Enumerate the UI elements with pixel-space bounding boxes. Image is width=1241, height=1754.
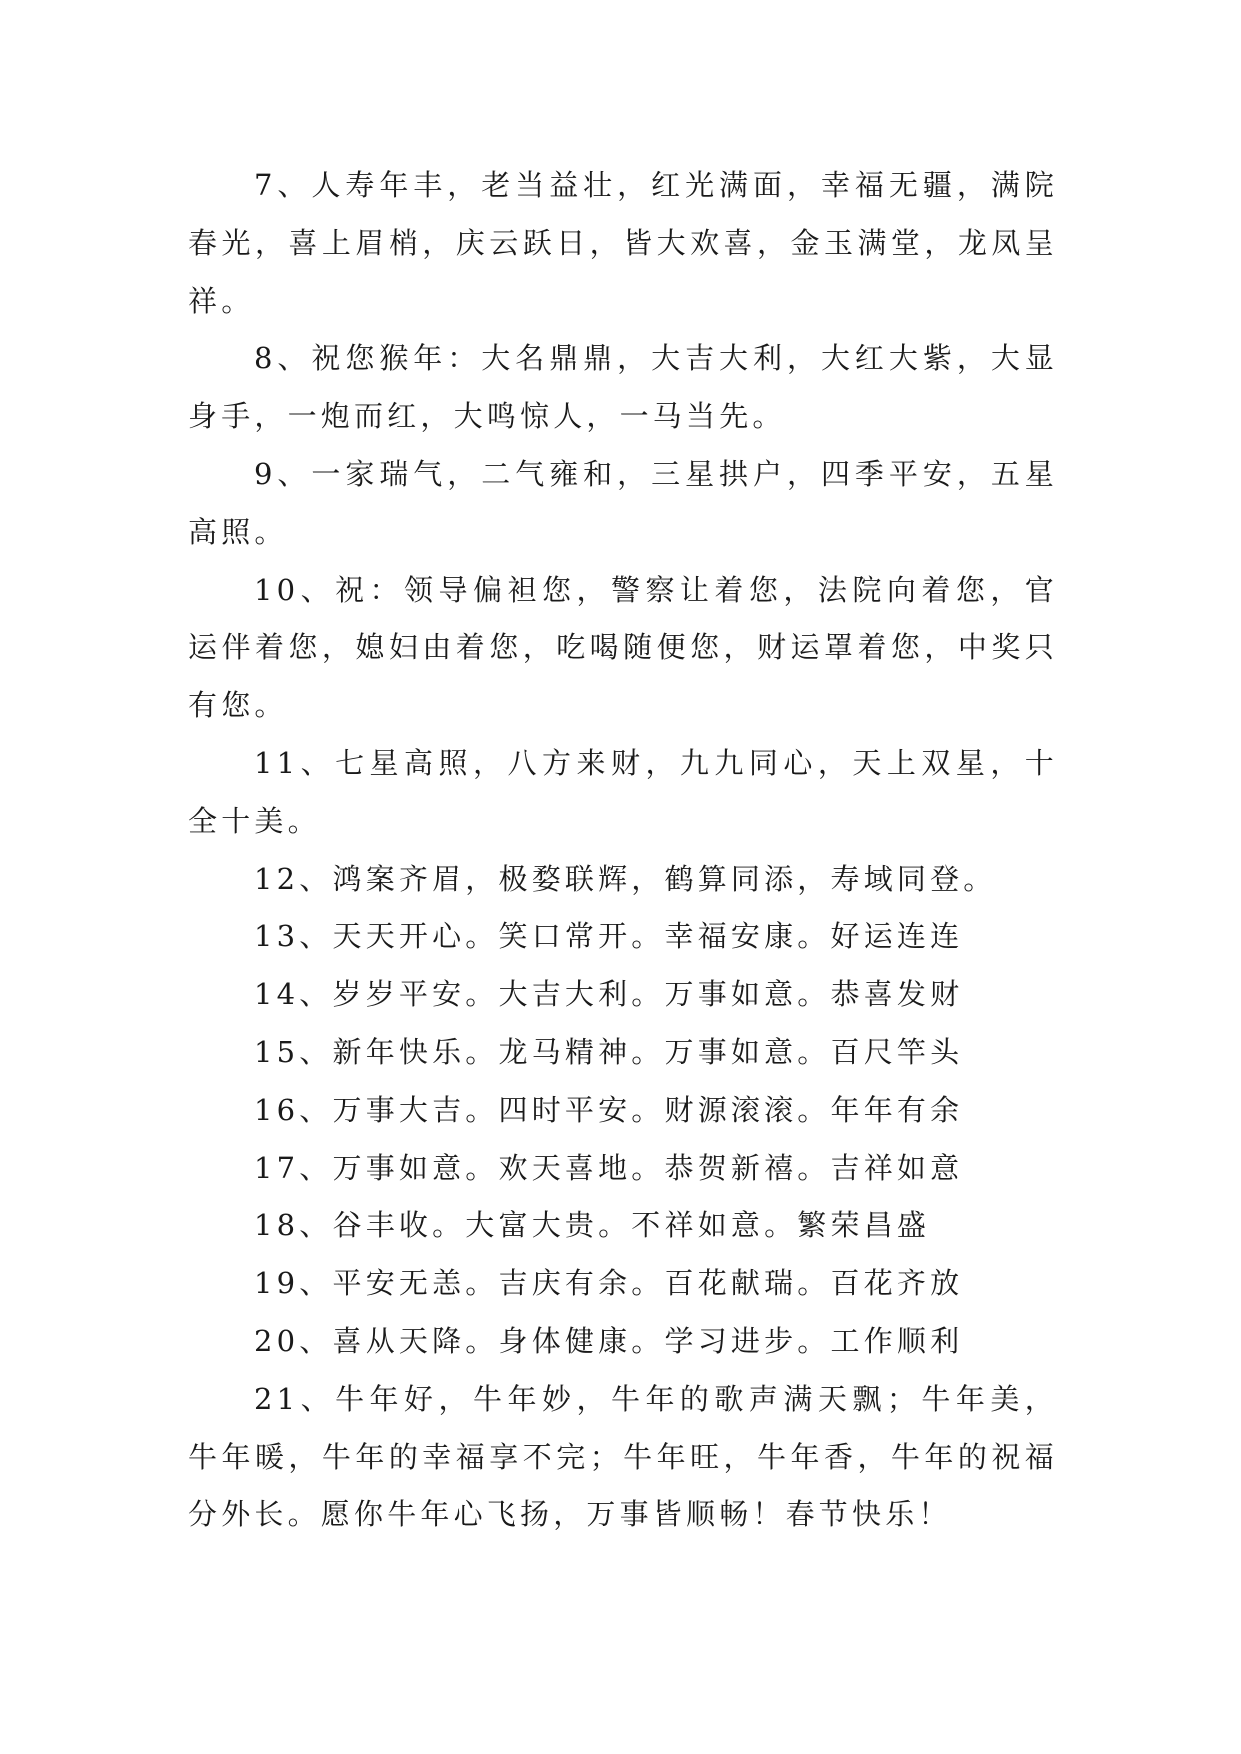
greeting-item-9: 9、一家瑞气，二气雍和，三星拱户，四季平安，五星高照。: [188, 456, 1058, 549]
greeting-item-7: 7、人寿年丰，老当益壮，红光满面，幸福无疆，满院春光，喜上眉梢，庆云跃日，皆大欢喜，金玉满堂，龙凤呈祥。: [188, 168, 1058, 318]
greeting-item-16: 16、万事大吉。四时平安。财源滚滚。年年有余: [254, 1092, 964, 1127]
greeting-item-11: 11、七星高照，八方来财，九九同心，天上双星，十全十美。: [188, 745, 1058, 838]
greeting-item-13: 13、天天开心。笑口常开。幸福安康。好运连连: [254, 919, 964, 954]
greeting-item-12: 12、鸿案齐眉，极婺联辉，鹤算同添，寿域同登。: [254, 861, 997, 896]
greeting-item-15: 15、新年快乐。龙马精神。万事如意。百尺竿头: [254, 1034, 964, 1069]
greeting-item-8: 8、祝您猴年：大名鼎鼎，大吉大利，大红大紫，大显身手，一炮而红，大鸣惊人，一马当先。: [188, 341, 1058, 434]
greeting-item-14: 14、岁岁平安。大吉大利。万事如意。恭喜发财: [254, 977, 964, 1012]
greeting-item-10: 10、祝：领导偏袒您，警察让着您，法院向着您，官运伴着您，媳妇由着您，吃喝随便您，财运罩着您，中奖只有您。: [188, 572, 1058, 723]
greeting-item-19: 19、平安无恙。吉庆有余。百花献瑞。百花齐放: [254, 1266, 964, 1301]
greeting-item-21: 21、牛年好，牛年妙，牛年的歌声满天飘；牛年美，牛年暖，牛年的幸福享不完；牛年旺，牛年香，牛年的祝福分外长。愿你牛年心飞扬，万事皆顺畅！春节快乐！: [188, 1381, 1058, 1532]
document-body: [188, 157, 1058, 1544]
greeting-item-18: 18、谷丰收。大富大贵。不祥如意。繁荣昌盛: [254, 1208, 931, 1243]
greeting-item-17: 17、万事如意。欢天喜地。恭贺新禧。吉祥如意: [254, 1150, 964, 1185]
greeting-item-20: 20、喜从天降。身体健康。学习进步。工作顺利: [254, 1323, 964, 1358]
